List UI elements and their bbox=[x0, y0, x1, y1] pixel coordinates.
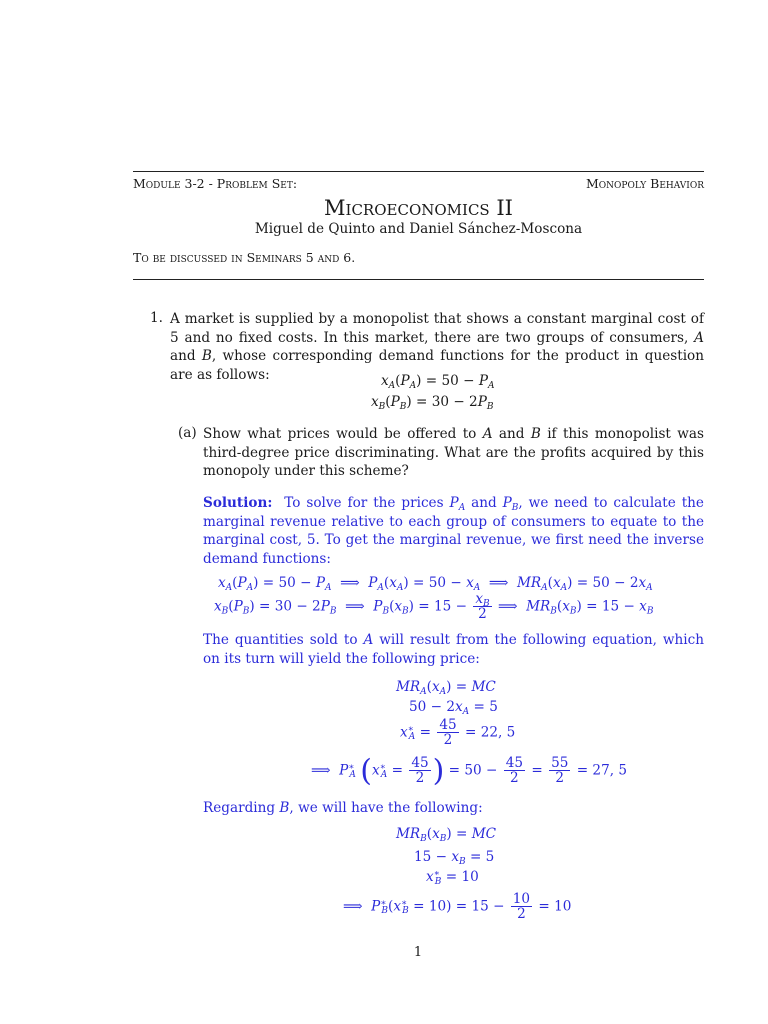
problem-number: 1. bbox=[150, 310, 163, 326]
regarding-b-text: Regarding B, we will have the following: bbox=[203, 800, 483, 816]
quantities-a-text: The quantities sold to A will result from the following equation, which on its turn will yield the following price: bbox=[203, 632, 704, 667]
demand-equation-a: $x_A(P_A) = 50 - P_A$ bbox=[381, 373, 495, 391]
authors: Miguel de Quinto and Daniel Sánchez-Moscona bbox=[254, 221, 583, 237]
page-number: 1 bbox=[413, 945, 423, 960]
equation-b-quantity: $x^∗_B = 10$ bbox=[426, 869, 479, 887]
topic-label: Monopoly Behavior bbox=[585, 176, 704, 191]
equation-b-price: ⟹ $P^∗_B(x^∗_B = 10) = 15$ − $\frac{10}{2}$ = 10 bbox=[343, 891, 572, 923]
demand-equation-b: $x_B(P_B) = 30 - 2P_B$ bbox=[371, 394, 494, 412]
part-a-question: Show what prices would be offered to A and B if this monopolist was third-degree price discriminating. What are the profits acquired by this monopoly under this scheme? bbox=[203, 426, 704, 479]
document-title: Microeconomics II bbox=[324, 196, 513, 220]
solution-label: Solution: bbox=[203, 495, 273, 511]
problem-text: A market is supplied by a monopolist that shows a constant marginal cost of 5 and no fixed costs. In this market, there are two groups of consumers, A and B, whose corresponding demand functions for the product in question are as follows: bbox=[170, 311, 704, 383]
inverse-demand-a: $x_A(P_A) = 50 - P_A$ ⟹ $P_A(x_A) = 50 - x_A$ ⟹ $MR_A(x_A) = 50 - 2x_A$ bbox=[218, 575, 653, 593]
seminar-note: To be discussed in Seminars 5 and 6. bbox=[133, 250, 356, 265]
part-a-label: (a) bbox=[178, 425, 197, 441]
equation-mr-a: $MR_A(x_A)$ = MC bbox=[396, 679, 496, 697]
header-top-rule bbox=[133, 171, 704, 172]
header-bottom-rule bbox=[133, 279, 704, 280]
equation-a-solve: $50 - 2x_A = 5$ bbox=[409, 699, 498, 717]
equation-b-solve: $15 - x_B = 5$ bbox=[414, 849, 495, 867]
equation-a-quantity: $x^∗_A$ = $\frac{45}{2}$ = 22, 5 bbox=[400, 717, 516, 749]
equation-mr-b: $MR_B(x_B)$ = MC bbox=[396, 826, 497, 844]
module-label: Module 3-2 - Problem Set: bbox=[133, 176, 298, 191]
solution-intro: Solution: To solve for the prices $P_A$ and $P_B$, we need to calculate the marginal revenue relative to each group of consumers to equate to the marginal cost, 5. To get the marginal revenue, we first need the inverse demand functions: bbox=[203, 495, 704, 567]
equation-a-price: ⟹ $P^∗_A$ ($x^∗_A$ = $\frac{45}{2}$ ) = 50 − $\frac{45}{2}$ = $\frac{55}{2}$ = 27, 5 bbox=[311, 753, 628, 789]
inverse-demand-b: $x_B(P_B) = 30 - 2P_B$ ⟹ $P_B(x_B) = 15$ − $\frac{x_B}{2}$ ⟹ $MR_B(x_B) = 15 - x_B$ bbox=[214, 591, 654, 623]
